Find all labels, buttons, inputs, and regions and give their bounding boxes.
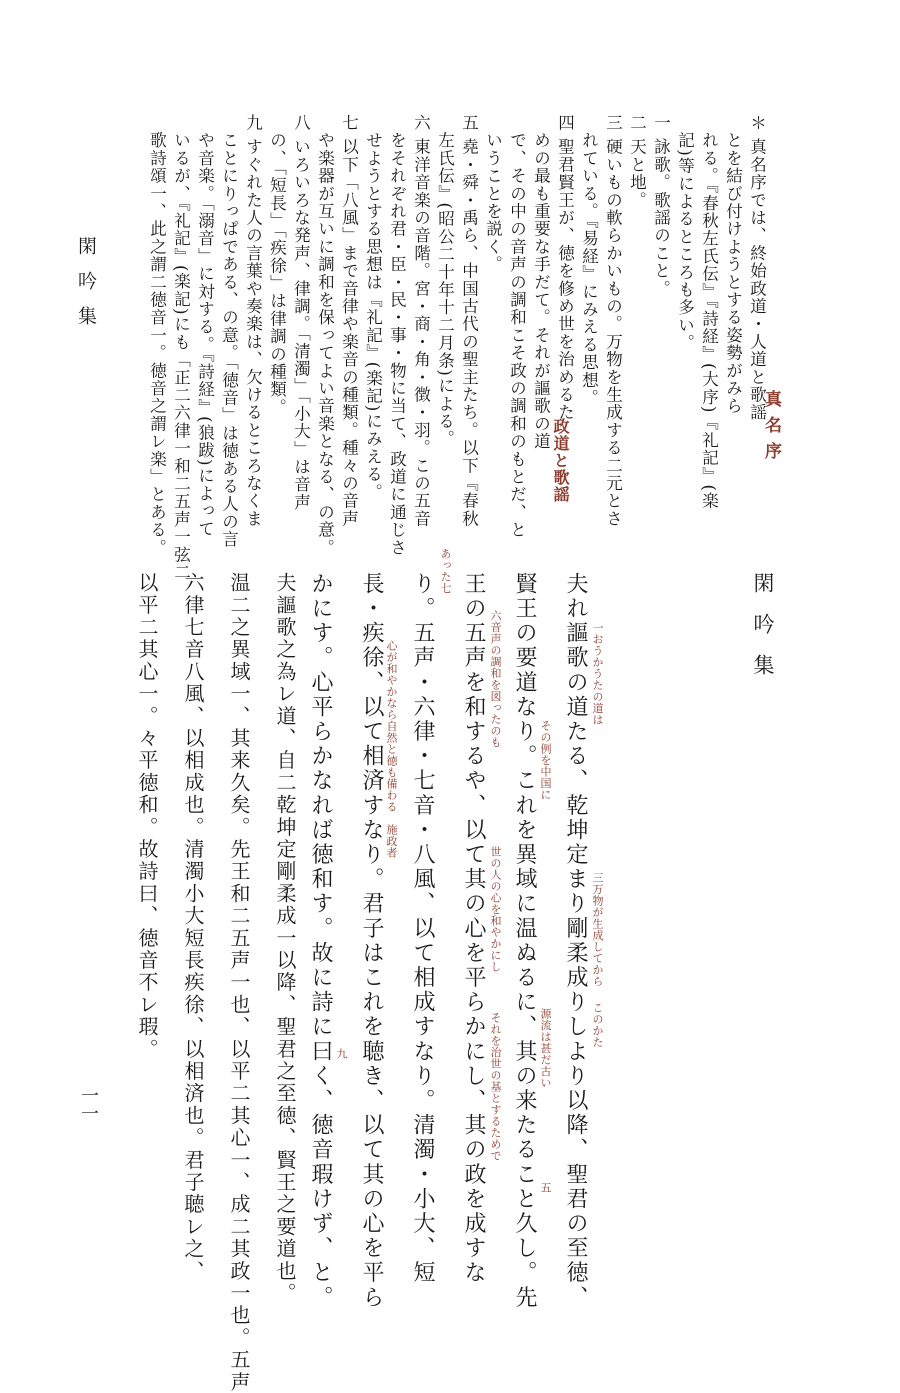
kanbun-line: 以平二其心一。々平徳和。故詩曰、徳音不レ瑕。: [135, 572, 159, 1061]
note-line: 四 聖君賢王が、徳を修め世を治めるた: [555, 114, 575, 422]
main-text-line: 長・疾徐、以て相済すなり。君子はこれを聴き、以て其の心を平ら: [359, 572, 384, 1310]
note-line: 一 詠歌。歌謡のこと。: [651, 114, 671, 298]
note-line: 左氏伝』(昭公二十年十二月条)による。: [435, 114, 455, 448]
note-line: 九 すぐれた人の言葉や奏楽は、欠けるところなくま: [243, 114, 263, 528]
note-line: れる。『春秋左氏伝』『詩経』(大序)『礼記』(楽: [699, 114, 719, 510]
note-line: ＊ 真名序では、終始政道・人道と歌謡: [747, 114, 767, 422]
note-line: 記)等によるところも多い。: [675, 114, 695, 352]
gloss: それを治世の基とするためで: [489, 1012, 502, 1162]
side-label: 政道と歌謡: [551, 418, 570, 503]
page-title: 閑吟集: [751, 572, 775, 695]
kanbun-line: 温二之異域一、其来久矣。先王和二五声一也、以平二其心一、成二其政一也。五声: [227, 572, 251, 1393]
note-line: めの最も重要な手だて。それが謳歌の道: [531, 114, 551, 451]
main-text-line: 賢王の要道なり。これを異域に温ぬるに、其の来たること久し。先: [512, 572, 537, 1310]
gloss: 施政者: [385, 824, 398, 859]
note-line: 五 堯・舜・禹ら、中国古代の聖主たち。以下『春秋: [459, 114, 479, 528]
kanbun-line: 夫謳歌之為レ道、自二乾坤定剛柔成一以降、聖君之至徳、賢王之要道也。: [273, 572, 297, 1305]
note-line: の、「短長」「疾徐」は律調の種類。: [267, 114, 287, 417]
note-line: や音楽。「溺音」に対する。『詩経』(狼跋)によって: [195, 114, 215, 538]
gloss: 世の人の心を和やかにし: [489, 846, 502, 973]
gloss: 三万物が生成してから: [591, 872, 604, 987]
gloss: このかた: [591, 1002, 604, 1048]
note-line: 七 以下「八風」まで音律や楽音の種類。種々の音声: [339, 114, 359, 528]
note-line: れている。『易経』にみえる思想。: [579, 114, 599, 407]
note-line: や楽器が互いに調和を保ってよい音楽となる、の意。: [315, 114, 335, 557]
gloss: 六音声の調和を図ったのも: [489, 610, 502, 748]
page-number: 一一: [78, 1086, 99, 1122]
gloss: 一おうかうたの道は: [591, 622, 604, 726]
note-line: をそれぞれ君・臣・民・事・物に当て、政道に通じさ: [387, 114, 407, 557]
note-line: いるが、『礼記』(楽記)にも「正二六律一和二五声一弦二: [171, 114, 191, 582]
note-line: で、その中の音声の調和こそ政の調和のもとだ、と: [507, 114, 527, 539]
note-line: 三 硬いもの軟らかいもの。万物を生成する二元とさ: [603, 114, 623, 528]
note-line: せようとする思想は『礼記』(楽記)にみえる。: [363, 114, 383, 501]
main-text-line: 王の五声を和するや、以て其の心を平らかにし、其の政を成すな: [461, 572, 486, 1286]
gloss: 源流は甚だ古い: [539, 1008, 552, 1089]
running-title: 閑吟集: [75, 236, 97, 341]
gloss: 九: [335, 1048, 348, 1060]
main-text-line: り。五声・六律・七音・八風、以て相成すなり。清濁・小大、短: [410, 572, 435, 1286]
note-line: 二 天と地。: [627, 114, 647, 209]
gloss: あった七: [439, 548, 452, 594]
note-line: ことにりっぱである、の意。「徳音」は徳ある人の言: [219, 114, 239, 549]
gloss: 五: [539, 1182, 552, 1194]
gloss: 心が和やかなら自然と徳も備わる: [385, 640, 398, 813]
note-line: 歌詩頌一、此之謂二徳音一。徳音之謂レ楽」とある。: [147, 114, 167, 557]
note-line: 八 いろいろな発声、律調。「清濁」「小大」は音声: [291, 114, 311, 512]
note-line: いうことを説く。: [483, 114, 503, 274]
note-line: とを結び付けようとする姿勢がみら: [723, 114, 743, 415]
section-label: 真名序: [761, 390, 781, 468]
note-line: 六 東洋音楽の音階。宮・商・角・徴・羽。この五音: [411, 114, 431, 528]
main-text-line: かにす。心平らかなれば徳和す。故に詩に曰く、徳音瑕けず、と。: [308, 572, 333, 1310]
gloss: その例を中国に: [539, 720, 552, 801]
kanbun-line: 六律七音八風、以相成也。清濁小大短長疾徐、以相済也。君子聴レ之、: [181, 572, 205, 1283]
main-text-line: 夫れ謳歌の道たる、乾坤定まり剛柔成りしより以降、聖君の至徳、: [563, 572, 588, 1310]
